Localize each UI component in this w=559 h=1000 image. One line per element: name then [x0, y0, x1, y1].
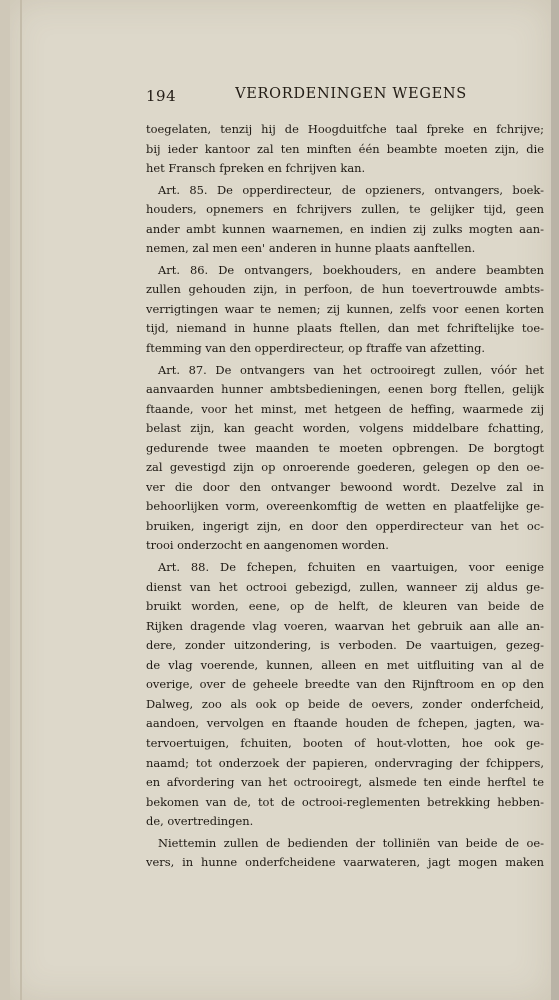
- text-line: trooi onderzocht en aangenomen worden.: [146, 538, 389, 553]
- paragraph-art-87: [146, 361, 544, 556]
- text-line: aandoen, vervolgen en ftaande houden de fchepen, jagten, wa-: [146, 716, 544, 731]
- text-line: houders, opnemers en fchrijvers zullen, te gelijker tijd, geen: [146, 202, 544, 217]
- text-line: toegelaten, tenzij hij de Hoogduitfche taal fpreke en fchrijve;: [146, 122, 544, 136]
- text-line: aanvaarden hunner ambtsbedieningen, eenen borg ftellen, gelijk: [146, 382, 544, 397]
- text-line: Niettemin zullen de bedienden der tolliniën van beide de oe-: [158, 835, 544, 850]
- text-line: dienst van het octrooi gebezigd, zullen, wanneer zij aldus ge-: [146, 579, 544, 594]
- text-line: bekomen van de, tot de octrooi-reglementen betrekking hebben-: [146, 794, 544, 809]
- text-line: Dalweg, zoo als ook op beide de oevers, zonder onderfcheid,: [146, 696, 544, 711]
- text-line: zal gevestigd zijn op onroerende goederen, gelegen op den oe-: [146, 460, 544, 475]
- text-line: dere, zonder uitzondering, is verboden. De vaartuigen, gezeg-: [146, 638, 544, 653]
- paragraph-art-85: [146, 181, 544, 259]
- page-number: 194: [146, 87, 177, 105]
- text-line: belast zijn, kan geacht worden, volgens middelbare fchatting,: [146, 421, 544, 436]
- paragraph-art-88: [146, 558, 544, 832]
- page-edge: [20, 0, 22, 1000]
- text-line: Art. 87. De ontvangers van het octrooiregt zullen, vóór het: [158, 362, 544, 377]
- text-line: de vlag voerende, kunnen, alleen en met uitfluiting van al de: [146, 657, 544, 672]
- page-header: [146, 86, 544, 112]
- text-line: de, overtredingen.: [146, 814, 254, 829]
- text-line: behoorlijken vorm, overeenkomftig de wetten en plaatfelijke ge-: [146, 499, 544, 514]
- text-line: ftemming van den opperdirecteur, op ftraffe van afzetting.: [146, 341, 486, 356]
- text-line: bij ieder kantoor zal ten minften één beambte moeten zijn, die: [146, 141, 544, 156]
- text-line: naamd; tot onderzoek der papieren, ondervraging der fchippers,: [146, 755, 544, 770]
- paragraph-continuation-final: [146, 834, 544, 873]
- text-line: gedurende twee maanden te moeten opbrengen. De borgtogt: [146, 440, 544, 455]
- text-line: bruikt worden, eene, op de helft, de kleuren van beide de: [146, 599, 544, 614]
- running-title: VERORDENINGEN WEGENS: [235, 86, 467, 102]
- text-line: tijd, niemand in hunne plaats ftellen, dan met fchriftelijke toe-: [146, 321, 544, 336]
- text-line: vers, in hunne onderfcheidene vaarwateren, jagt mogen maken: [146, 855, 544, 870]
- text-line: Rijken dragende vlag voeren, waarvan het gebruik aan alle an-: [146, 618, 544, 633]
- body-text: [146, 120, 544, 873]
- text-line: ander ambt kunnen waarnemen, en indien zij zulks mogten aan-: [146, 221, 544, 236]
- text-line: overige, over de geheele breedte van den Rijnftroom en op den: [146, 677, 544, 692]
- text-line: zullen gehouden zijn, in perfoon, de hun toevertrouwde ambts-: [146, 282, 544, 297]
- text-line: en afvordering van het octrooiregt, alsmede ten einde herftel te: [146, 775, 544, 790]
- text-line: Art. 88. De fchepen, fchuiten en vaartuigen, voor eenige: [158, 560, 544, 575]
- text-line: nemen, zal men een' anderen in hunne plaats aanftellen.: [146, 241, 476, 256]
- text-line: tervoertuigen, fchuiten, booten of hout-vlotten, hoe ook ge-: [146, 735, 544, 750]
- paragraph-continuation: [146, 120, 544, 179]
- text-line: ver die door den ontvanger bewoond wordt. Dezelve zal in: [146, 479, 544, 494]
- text-line: Art. 86. De ontvangers, boekhouders, en andere beambten: [158, 262, 544, 277]
- text-line: Art. 85. De opperdirecteur, de opzieners, ontvangers, boek-: [158, 182, 544, 197]
- text-line: ftaande, voor het minst, met hetgeen de heffing, waarmede zij: [146, 401, 544, 416]
- paragraph-art-86: [146, 261, 544, 359]
- text-line: verrigtingen waar te nemen; zij kunnen, zelfs voor eenen korten: [146, 301, 544, 316]
- text-line: bruiken, ingerigt zijn, en door den opperdirecteur van het oc-: [146, 518, 544, 533]
- text-line: het Fransch fpreken en fchrijven kan.: [146, 161, 366, 176]
